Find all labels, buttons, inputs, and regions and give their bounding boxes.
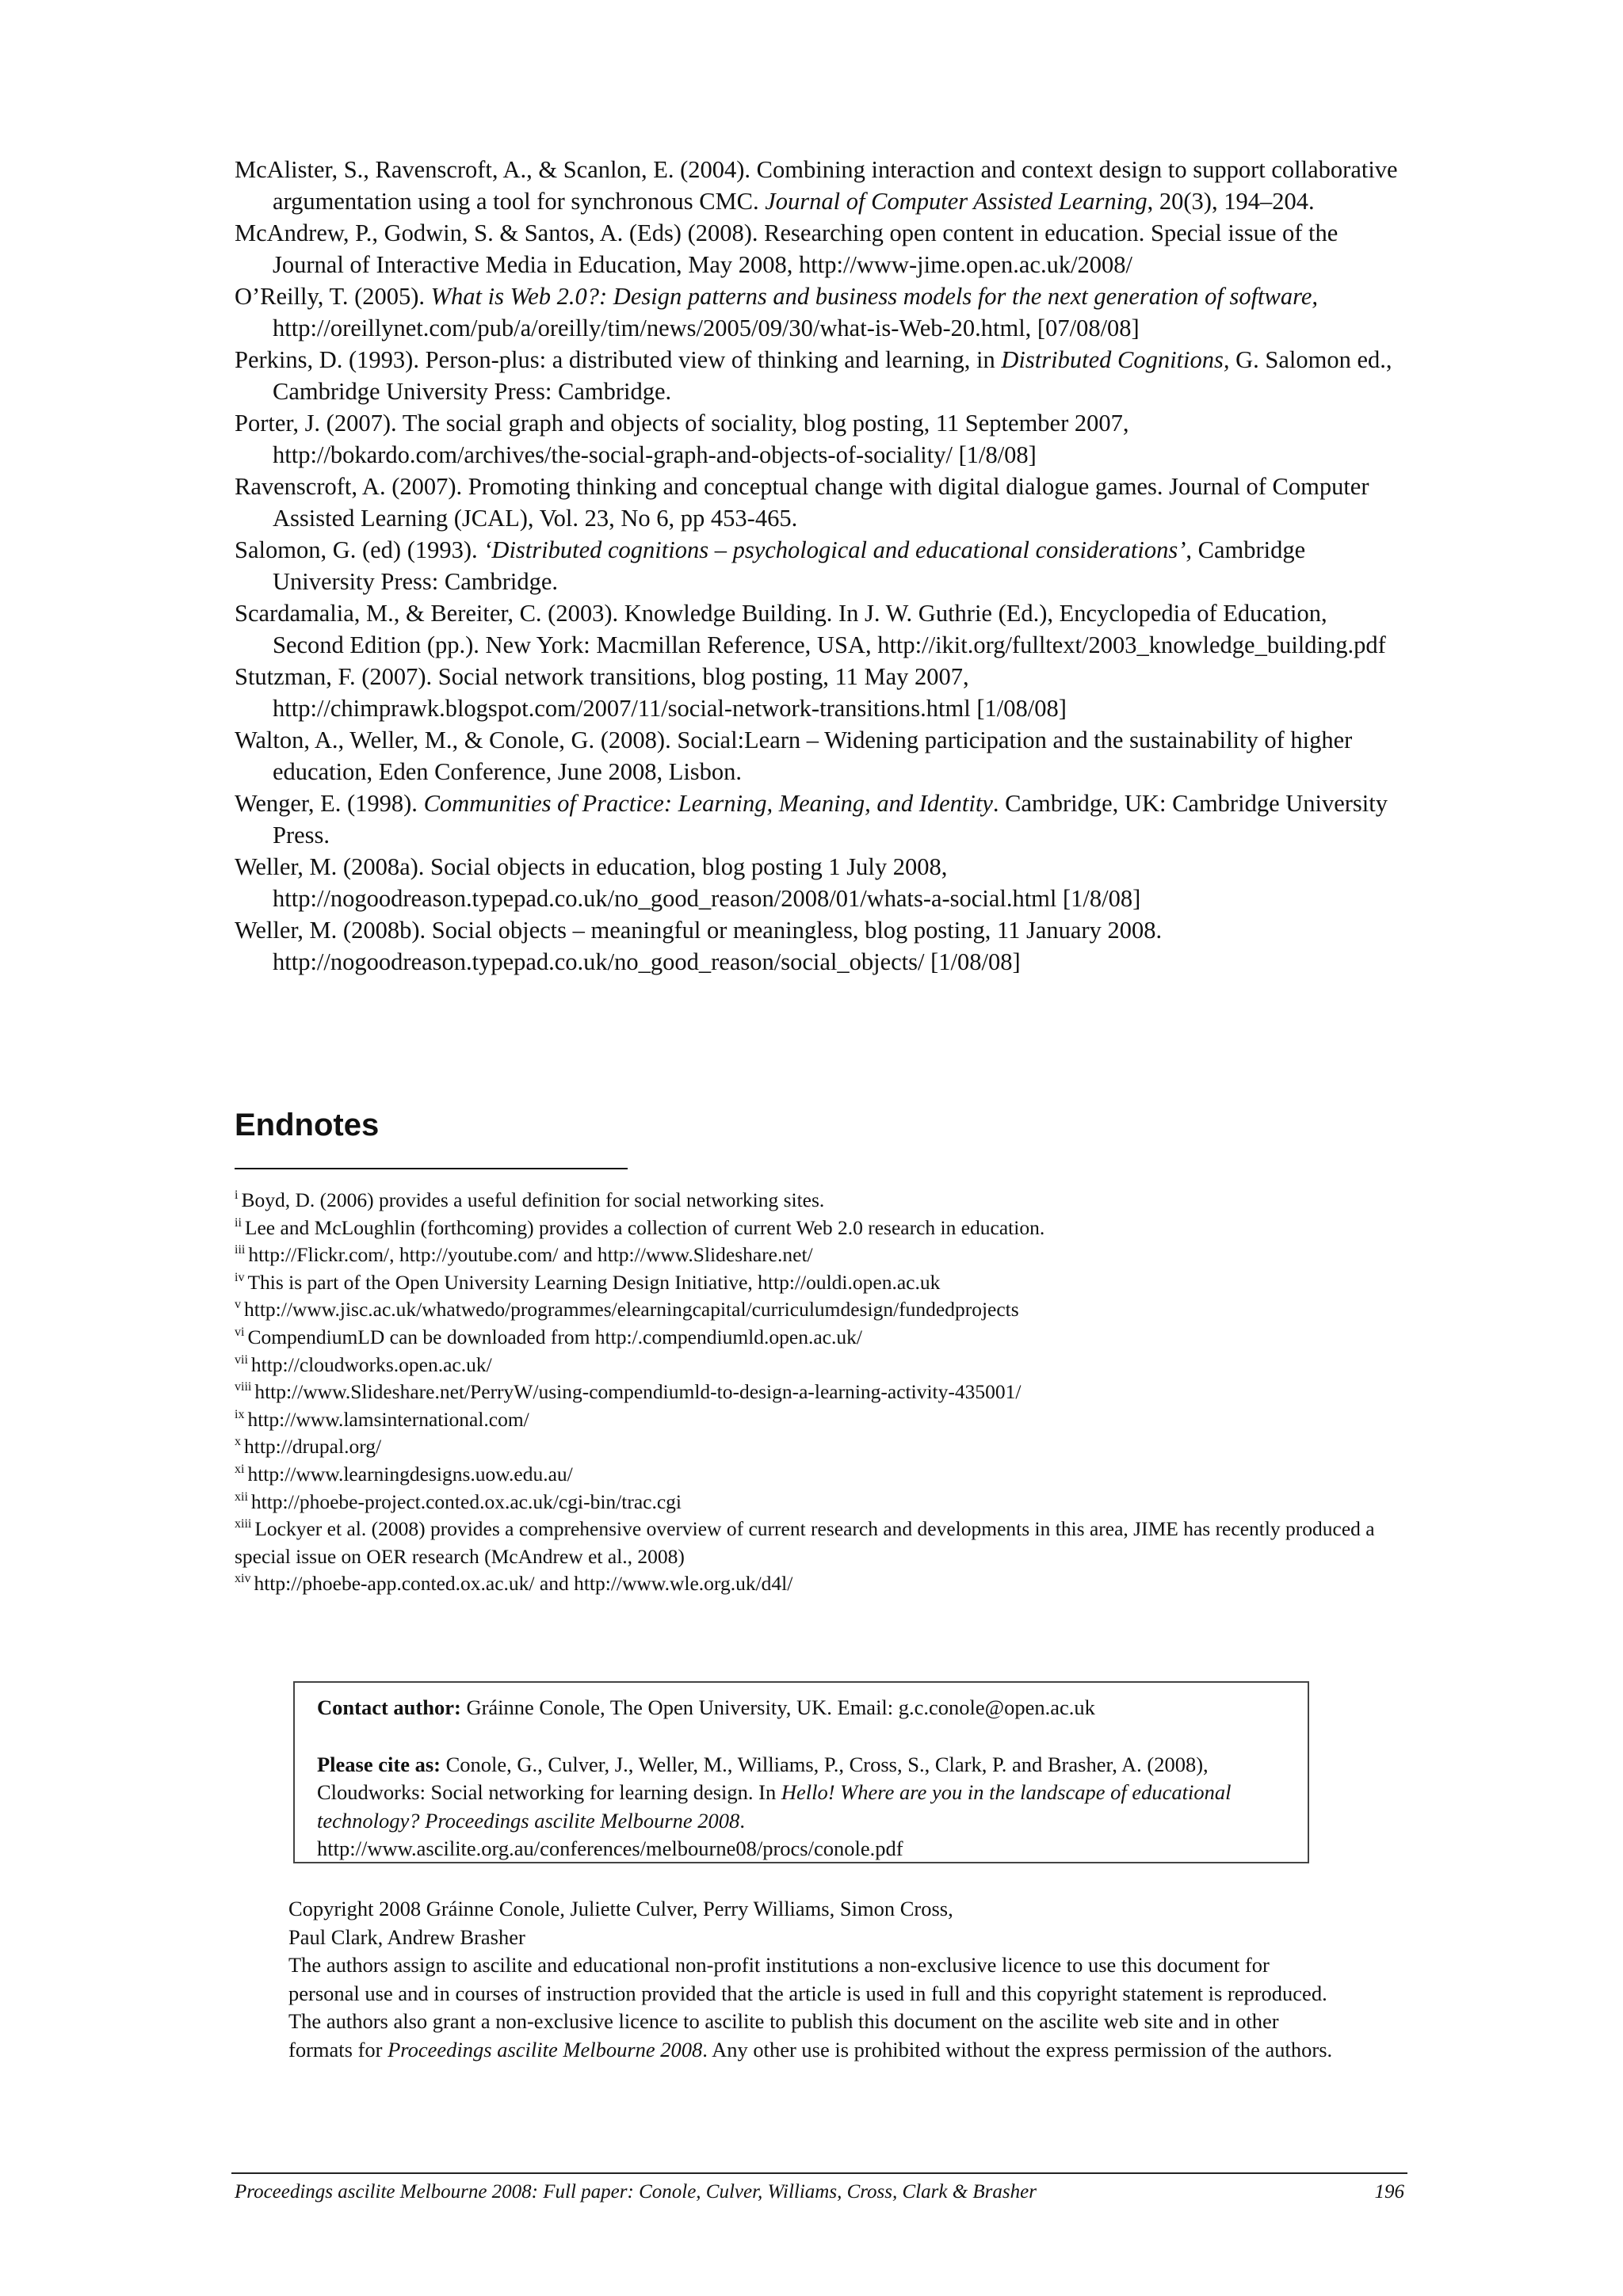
copyright-body: The authors assign to ascilite and educational non-profit institutions a non-exclusive licence to use this document for personal use and in courses of instruction provided that the article is used in full and this copyright statement is reproduced. The authors also grant a non-exclusive licence to ascilite to publish this document on the ascilite web site and in other formats for Proceedings ascilite Melbourne 2008. Any other use is prohibited without the express permission of the authors.	[288, 1953, 1333, 2061]
cite-as: Please cite as: Conole, G., Culver, J., Weller, M., Williams, P., Cross, S., Clark, P. and Brasher, A. (2008), Cloudworks: Social networking for learning design. In Hello! Where are you in the landscape of educational technology? Proceedings ascilite Melbourne 2008. http://www.ascilite.org.au/conferences/melbourne08/procs/conole.pdf	[317, 1752, 1232, 1860]
endnote-item: $^{iv}$ This is part of the Open University Learning Design Initiative, http://ouldi.open.ac.uk	[235, 1270, 941, 1294]
footer-rule	[231, 2172, 1407, 2174]
reference-item: McAlister, S., Ravenscroft, A., & Scanlon, E. (2004). Combining interaction and context design to support collaborative argumentation using a tool for synchronous CMC. Journal of Computer Assisted Learning, 20(3), 194–204.	[235, 156, 1398, 215]
reference-item: Wenger, E. (1998). Communities of Practice: Learning, Meaning, and Identity. Cambridge, UK: Cambridge University Press.	[235, 790, 1388, 849]
endnote-item: $^{ii}$ Lee and McLoughlin (forthcoming) provides a collection of current Web 2.0 research in education.	[235, 1215, 1045, 1239]
reference-item: O’Reilly, T. (2005). What is Web 2.0?: Design patterns and business models for the next generation of software, http://oreillynet.com/pub/a/oreilly/tim/news/2005/09/30/what-is-Web-20.html, [07/08/08]	[235, 283, 1319, 341]
endnote-item: $^{xiv}$ http://phoebe-app.conted.ox.ac.uk/ and http://www.wle.org.uk/d4l/	[235, 1572, 793, 1596]
endnote-item: $^{vi}$ CompendiumLD can be downloaded from http:/.compendiumld.open.ac.uk/	[235, 1325, 862, 1348]
reference-item: Weller, M. (2008b). Social objects – meaningful or meaningless, blog posting, 11 January 2008. http://nogoodreason.typepad.co.uk/no_good_reason/social_objects/ [1/08/08]	[235, 917, 1163, 975]
reference-item: Weller, M. (2008a). Social objects in education, blog posting 1 July 2008, http://nogoodreason.typepad.co.uk/no_good_reason/2008/01/whats-a-social.html [1/8/08]	[235, 853, 1141, 912]
page-number: 196	[1374, 2181, 1404, 2203]
endnote-item: $^x$ http://drupal.org/	[235, 1435, 382, 1459]
endnote-item: $^{vii}$ http://cloudworks.open.ac.uk/	[235, 1352, 492, 1376]
endnote-item: $^{xii}$ http://phoebe-project.conted.ox.ac.uk/cgi-bin/trac.cgi	[235, 1489, 682, 1513]
endnotes-heading: Endnotes	[235, 1108, 380, 1142]
copyright-line: Copyright 2008 Gráinne Conole, Juliette Culver, Perry Williams, Simon Cross,	[288, 1897, 953, 1920]
reference-item: Scardamalia, M., & Bereiter, C. (2003). Knowledge Building. In J. W. Guthrie (Ed.), Encyclopedia of Education, Second Edition (pp.). New York: Macmillan Reference, USA, http://ikit.org/fulltext/2003_knowledge_building.pdf	[235, 600, 1386, 658]
reference-item: Ravenscroft, A. (2007). Promoting thinking and conceptual change with digital dialogue games. Journal of Computer Assisted Learning (JCAL), Vol. 23, No 6, pp 453-465.	[235, 473, 1369, 532]
copyright-line: Paul Clark, Andrew Brasher	[288, 1924, 525, 1949]
endnote-item: $^v$ http://www.jisc.ac.uk/whatwedo/programmes/elearningcapital/curriculumdesign/fundedprojects	[235, 1298, 1019, 1322]
contact-author: Contact author: Gráinne Conole, The Open University, UK. Email: g.c.conole@open.ac.uk	[317, 1695, 1095, 1719]
copyright-notice	[288, 1895, 1335, 2064]
endnote-item: $^{xi}$ http://www.learningdesigns.uow.edu.au/	[235, 1462, 573, 1486]
reference-item: McAndrew, P., Godwin, S. & Santos, A. (Eds) (2008). Researching open content in education. Special issue of the Journal of Interactive Media in Education, May 2008, http://www-jime.open.ac.uk/2008/	[235, 219, 1338, 278]
endnotes-separator	[235, 1168, 628, 1169]
cite-url: http://www.ascilite.org.au/conferences/melbourne08/procs/conole.pdf	[317, 1836, 903, 1860]
reference-item: Stutzman, F. (2007). Social network transitions, blog posting, 11 May 2007, http://chimprawk.blogspot.com/2007/11/social-network-transitions.html [1/08/08]	[235, 663, 1067, 722]
endnote-item: $^{viii}$ http://www.Slideshare.net/PerryW/using-compendiumld-to-design-a-learning-activity-435001/	[235, 1380, 1022, 1404]
reference-item: Walton, A., Weller, M., & Conole, G. (2008). Social:Learn – Widening participation and the sustainability of higher education, Eden Conference, June 2008, Lisbon.	[235, 727, 1353, 785]
contact-cite-box	[293, 1681, 1309, 1863]
endnotes-list	[235, 1187, 1400, 1598]
reference-item: Perkins, D. (1993). Person-plus: a distributed view of thinking and learning, in Distributed Cognitions, G. Salomon ed., Cambridge University Press: Cambridge.	[235, 346, 1392, 405]
footer-citation: Proceedings ascilite Melbourne 2008: Full paper: Conole, Culver, Williams, Cross, Clark & Brasher	[235, 2181, 1037, 2203]
references-list	[235, 154, 1400, 978]
reference-item: Porter, J. (2007). The social graph and objects of sociality, blog posting, 11 September 2007, http://bokardo.com/archives/the-social-graph-and-objects-of-sociality/ [1/8/08]	[235, 410, 1129, 468]
reference-item: Salomon, G. (ed) (1993). ‘Distributed cognitions – psychological and educational considerations’, Cambridge University Press: Cambridge.	[235, 536, 1306, 595]
endnote-item: $^{ix}$ http://www.lamsinternational.com/	[235, 1407, 529, 1431]
endnote-item: $^i$ Boyd, D. (2006) provides a useful definition for social networking sites.	[235, 1188, 825, 1211]
endnote-item: $^{iii}$ http://Flickr.com/, http://youtube.com/ and http://www.Slideshare.net/	[235, 1243, 813, 1267]
endnote-item: $^{xiii}$ Lockyer et al. (2008) provides a comprehensive overview of current research and developments in this area, JIME has recently produced a special issue on OER research (McAndrew et al., 2008)	[235, 1517, 1375, 1568]
page-footer	[235, 2179, 1404, 2206]
